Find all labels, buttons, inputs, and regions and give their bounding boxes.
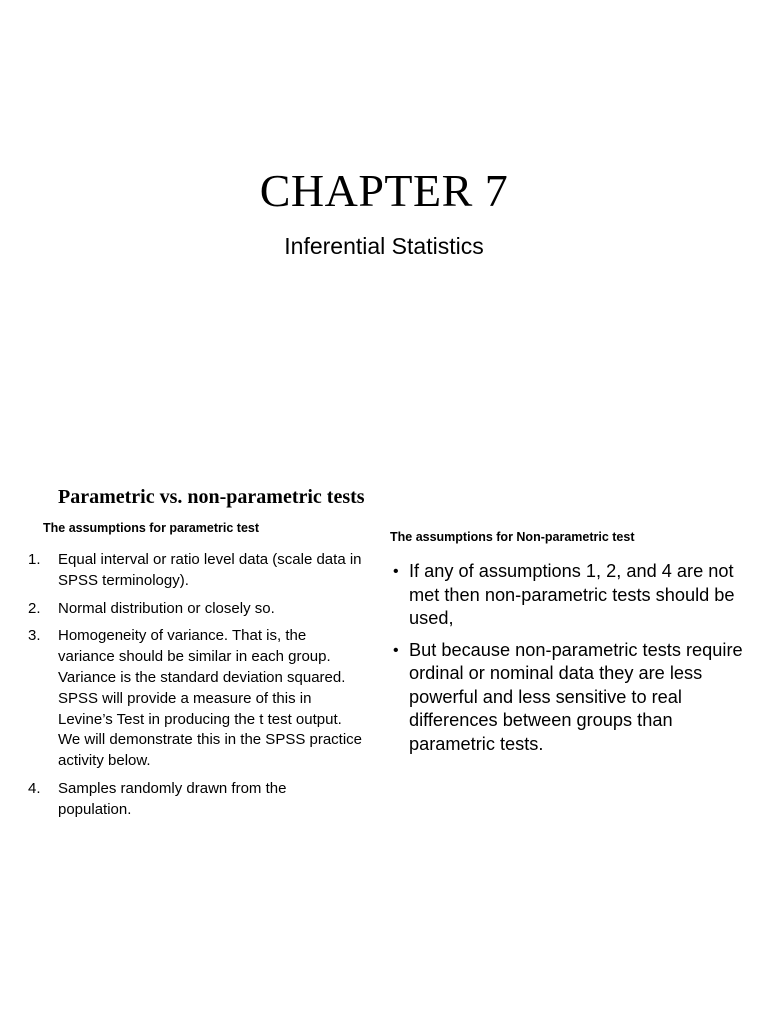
bullet-icon: •	[393, 641, 399, 659]
list-item	[28, 779, 363, 821]
list-item-number: 1.	[28, 551, 41, 568]
list-item-text: Normal distribution or closely so.	[58, 599, 275, 617]
list-item-text: If any of assumptions 1, 2, and 4 are not met then non-parametric tests should be used,	[409, 561, 735, 628]
list-item-number: 4.	[28, 779, 41, 797]
bullet-icon: •	[393, 563, 399, 580]
nonparametric-assumptions-list	[393, 560, 743, 764]
list-item-number: 3.	[28, 627, 41, 645]
nonparametric-heading: The assumptions for Non-parametric test	[390, 530, 635, 544]
parametric-assumptions-list	[28, 550, 363, 828]
section-heading: Parametric vs. non-parametric tests	[58, 486, 365, 508]
list-item-text: Equal interval or ratio level data (scale data in SPSS terminology).	[58, 551, 362, 589]
chapter-subtitle: Inferential Statistics	[284, 233, 484, 259]
list-item-text: But because non-parametric tests require ordinal or nominal data they are less powerful and less sensitive to real differences between groups than parametric tests.	[409, 639, 743, 754]
list-item-number: 2.	[28, 599, 41, 617]
list-item	[28, 626, 363, 772]
list-item	[28, 599, 363, 620]
list-item	[393, 639, 743, 757]
list-item-text: Homogeneity of variance. That is, the variance should be similar in each group. Variance is the standard deviation squared. SPSS will provide a measure of this in Levine’s Test in producing the t test output. We will demonstrate this in the SPSS practice activity below.	[58, 627, 363, 770]
list-item-text: Samples randomly drawn from the population.	[58, 779, 287, 818]
parametric-heading: The assumptions for parametric test	[43, 521, 260, 535]
list-item	[393, 560, 743, 631]
chapter-title: CHAPTER 7	[259, 165, 509, 216]
list-item	[28, 550, 363, 592]
